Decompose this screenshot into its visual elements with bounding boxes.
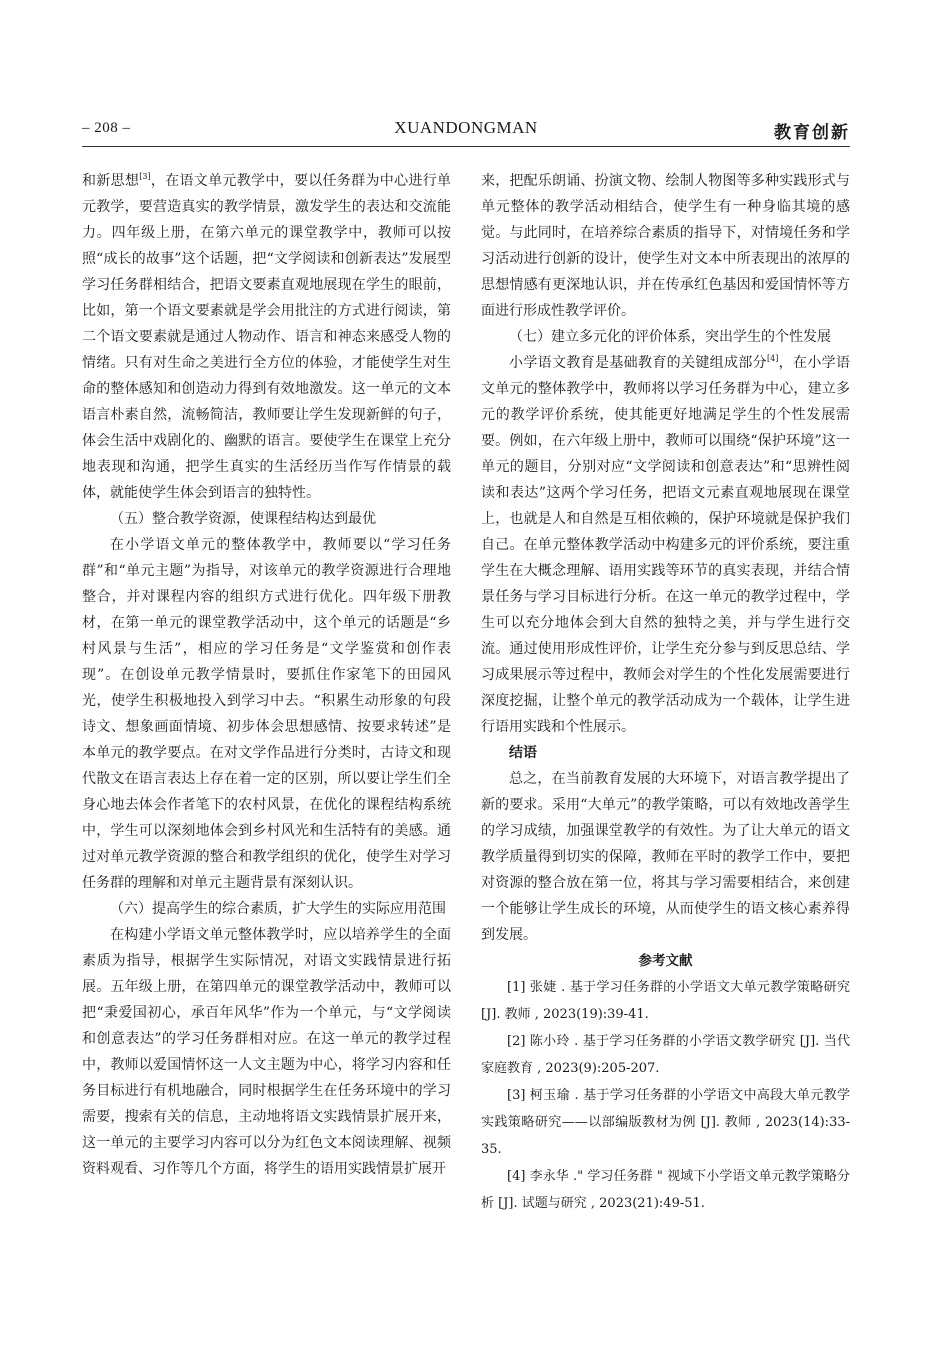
section-heading-6: （六）提高学生的综合素质，扩大学生的实际应用范围 — [110, 901, 446, 917]
text: ，在语文单元教学中，要以任务群为中心进行单元教学，要营造真实的教学情景，激发学生的表达和交流能力。四年级上册，在第六单元的课堂教学中，教师可以按照“成长的故事”这个话题，把“文学阅读和创新表达”发展型学习任务群相结合，把语文要素直观地展现在学生的眼前，比如，第一个语文要素就是学会用批注的方式进行阅读，第二个语文要素就是通过人物动作、语言和神态来感受人物的情绪。只有对生命之美进行全方位的体验，才能使学生对生命的整体感知和创造动力得到有效地激发。这一单元的文本语言朴素自然，流畅简洁，教师要让学生发现新鲜的句子，体会生活中戏剧化的、幽默的语言。要使学生在课堂上充分地表现和沟通，把学生真实的生活经历当作写作情景的载体，就能使学生体会到语言的独特性。 — [82, 173, 452, 501]
section-heading-5: （五）整合教学资源，使课程结构达到最优 — [110, 511, 376, 527]
left-column — [82, 168, 451, 1182]
paragraph: 在小学语文单元的整体教学中，教师要以“学习任务群”和“单元主题”为指导，对该单元的教学资源进行合理地整合，并对课程内容的组织方式进行优化。四年级下册教材，在第一单元的课堂教学活动中，这个单元的话题是“乡村风景与生活”，相应的学习任务是“文学鉴赏和创作表现”。在创设单元教学情景时，要抓住作家笔下的田园风光，使学生积极地投入到学习中去。“积累生动形象的句段诗文、想象画面情境、初步体会思想感情、按要求转述”是本单元的教学要点。在对文学作品进行分类时，古诗文和现代散文在语言表达上存在着一定的区别，所以要让学生们全身心地去体会作者笔下的农村风景，在优化的课程结构系统中，学生可以深刻地体会到乡村风光和生活特有的美感。通过对单元教学资源的整合和教学组织的优化，使学生对学习任务群的理解和对单元主题背景有深刻认识。 — [82, 537, 451, 891]
header-rule — [82, 146, 850, 147]
paragraph — [82, 168, 451, 506]
conclusion-heading: 结语 — [509, 745, 537, 761]
paragraph — [481, 350, 850, 740]
paragraph: 来，把配乐朗诵、扮演文物、绘制人物图等多种实践形式与单元整体的教学活动相结合，使学生有一种身临其境的感觉。与此同时，在培养综合素质的指导下，对情境任务和学习活动进行创新的设计，使学生对文本中所表现出的浓厚的思想情感有更深地认识，并在传承红色基因和爱国情怀等方面进行形成性教学评价。 — [481, 173, 850, 319]
reference-item: [3] 柯玉瑜 . 基于学习任务群的小学语文中高段大单元教学实践策略研究——以部编版教材为例 [J]. 教师 , 2023(14):33-35. — [481, 1088, 850, 1157]
text: ，在小学语文单元的整体教学中，教师将以学习任务群为中心，建立多元的教学评价系统，使其能更好地满足学生的个性发展需要。例如，在六年级上册中，教师可以围绕“保护环境”这一单元的题目，分别对应“文学阅读和创意表达”和“思辨性阅读和表达”这两个学习任务，把语文元素直观地展现在课堂上，也就是人和自然是互相依赖的，保护环境就是保护我们自己。在单元整体教学活动中构建多元的评价系统，要注重学生在大概念理解、语用实践等环节的真实表现，并结合情景任务与学习目标进行分析。在这一单元的教学过程中，学生可以充分地体会到大自然的独特之美，并与学生进行交流。通过使用形成性评价，让学生充分参与到反思总结、学习成果展示等过程中，教师会对学生的个性化发展需要进行深度挖掘，让整个单元的教学活动成为一个载体，让学生进行语用实践和个性展示。 — [481, 355, 851, 735]
reference-item: [4] 李永华 ." 学习任务群 " 视域下小学语文单元教学策略分析 [J]. 试题与研究 , 2023(21):49-51. — [481, 1169, 850, 1211]
section-name: 教育创新 — [774, 123, 850, 143]
citation: [4] — [767, 354, 779, 363]
text: 和新思想 — [82, 173, 140, 189]
paragraph: 在构建小学语文单元整体教学时，应以培养学生的全面素质为指导，根据学生实际情况，对语文实践情景进行拓展。五年级上册，在第四单元的课堂教学活动中，教师可以把“秉爱国初心，承百年风华”作为一个单元，与“文学阅读和创意表达”的学习任务群相对应。在这一单元的教学过程中，教师以爱国情怀这一人文主题为中心，将学习内容和任务目标进行有机地融合，同时根据学生在任务环境中的学习需要，搜索有关的信息，主动地将语文实践情景扩展开来，这一单元的主要学习内容可以分为红色文本阅读理解、视频资料观看、习作等几个方面，将学生的语用实践情景扩展开 — [82, 927, 451, 1177]
page-number: – 208 – — [82, 120, 131, 136]
citation: [3] — [139, 172, 151, 181]
references-heading: 参考文献 — [638, 953, 693, 969]
text: 小学语文教育是基础教育的关键组成部分 — [509, 355, 767, 371]
section-heading-7: （七）建立多元化的评价体系，突出学生的个性发展 — [509, 329, 831, 345]
reference-item: [1] 张婕 . 基于学习任务群的小学语文大单元教学策略研究 [J]. 教师 , 2023(19):39-41. — [481, 980, 850, 1022]
right-column — [481, 168, 850, 1217]
journal-name: XUANDONGMAN — [394, 118, 538, 137]
page-header — [82, 118, 850, 144]
paragraph: 总之，在当前教育发展的大环境下，对语言教学提出了新的要求。采用“大单元”的教学策略，可以有效地改善学生的学习成绩，加强课堂教学的有效性。为了让大单元的语文教学质量得到切实的保障，教师在平时的教学工作中，要把对资源的整合放在第一位，将其与学习需要相结合，来创建一个能够让学生成长的环境，从而使学生的语文核心素养得到发展。 — [481, 771, 850, 943]
reference-item: [2] 陈小玲 . 基于学习任务群的小学语文教学研究 [J]. 当代家庭教育 , 2023(9):205-207. — [481, 1034, 850, 1076]
